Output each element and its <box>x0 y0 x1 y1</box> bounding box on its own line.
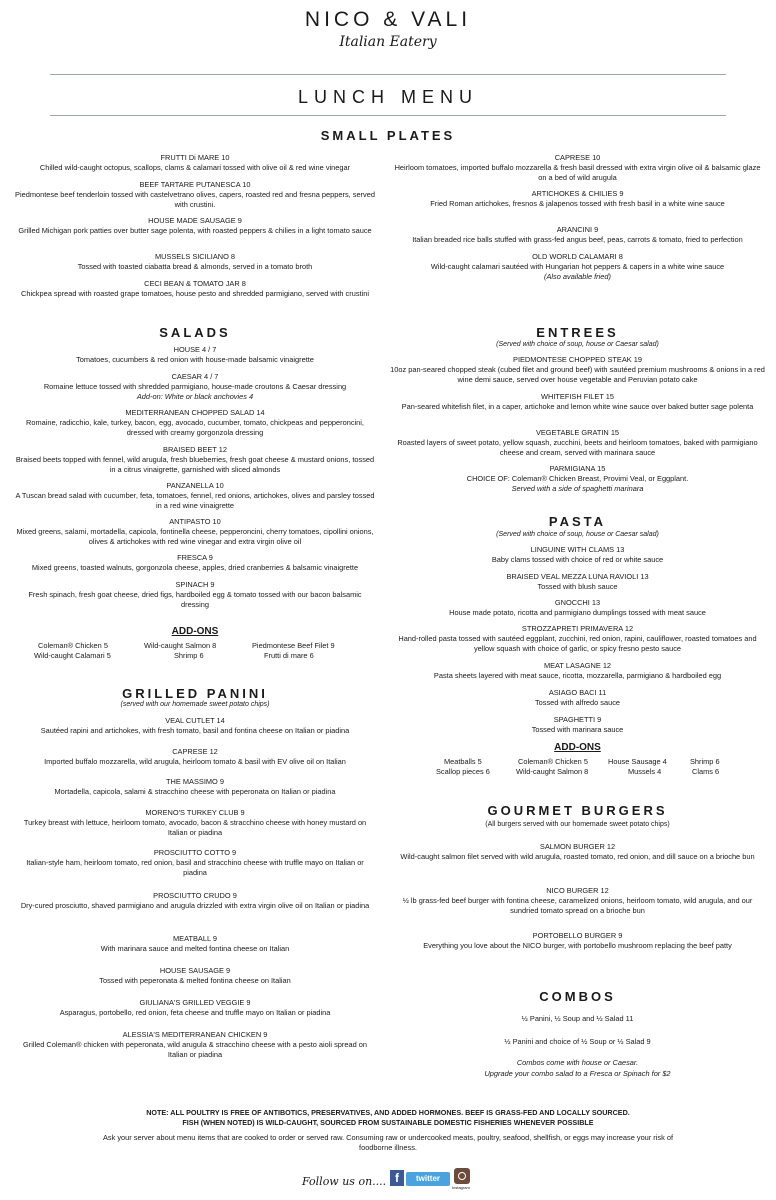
menu-item: VEAL CUTLET 14 Sautéed rapini and artichokes, with fresh tomato, basil and fontina cheese on Italian or piadina <box>40 716 350 735</box>
menu-item: PARMIGIANA 15 CHOICE OF: Coleman® Chicken Breast, Provimi Veal, or Eggplant. Served with a side of spaghetti marinara <box>466 464 689 493</box>
menu-item: GIULIANA'S GRILLED VEGGIE 9 Asparagus, portobello, red onion, feta cheese and truffle mayo on Italian or piadina <box>59 998 331 1017</box>
addon-item: Shrimp 6 <box>174 651 204 660</box>
footer-note-bold: NOTE: ALL POULTRY IS FREE OF ANTIBOTICS, PRESERVATIVES, AND ADDED HORMONES. BEEF IS GRASS-FED AND LOCALLY SOURCED. <box>146 1108 630 1117</box>
menu-item: NICO BURGER 12 ½ lb grass-fed beef burger with fontina cheese, caramelized onions, heirloom tomato, wild arugula, and our sundried tomato spread on a brioche bun <box>402 886 753 915</box>
menu-item: SPINACH 9 Fresh spinach, fresh goat cheese, dried figs, hardboiled egg & tomato tossed with our bacon balsamic dressing <box>28 580 362 609</box>
panini-note: (served with our homemade sweet potato chips) <box>120 701 270 708</box>
pasta-heading: PASTA <box>548 514 607 529</box>
salad-addons-heading: ADD-ONS <box>171 626 219 637</box>
menu-item: HOUSE 4 / 7 Tomatoes, cucumbers & red onion with house-made balsamic vinaigrette <box>76 345 314 364</box>
menu-item: MEAT LASAGNE 12 Pasta sheets layered with meat sauce, ricotta, mozzarella, parmigiano & hardboiled egg <box>433 661 722 680</box>
menu-item: VEGETABLE GRATIN 15 Roasted layers of sweet potato, yellow squash, zucchini, beets and heirloom tomatoes, baked with parmigiano cheese and cream, served with marinara sauce <box>397 428 758 457</box>
brand-name: NICO & VALI <box>304 8 472 31</box>
menu-item: CAPRESE 12 Imported buffalo mozzarella, wild arugula, heirloom tomato & basil with EV olive oil on Italian <box>44 747 346 766</box>
menu-item: CECI BEAN & TOMATO JAR 8 Chickpea spread with roasted grape tomatoes, house pesto and shredded parmigiano, served with crustini <box>21 279 369 298</box>
menu-item: PROSCIUTTO CRUDO 9 Dry-cured prosciutto, shaved parmigiano and arugula drizzled with extra virgin olive oil on Italian or piadina <box>20 891 370 910</box>
menu-item: HOUSE SAUSAGE 9 Tossed with peperonata & melted fontina cheese on Italian <box>99 966 291 985</box>
salads-heading: SALADS <box>159 325 231 340</box>
menu-item: ASIAGO BACI 11 Tossed with alfredo sauce <box>534 688 621 707</box>
menu-item: ARTICHOKES & CHILIES 9 Fried Roman artichokes, fresnos & jalapenos tossed with fresh basil in a white wine sauce <box>430 189 725 208</box>
menu-item: BEEF TARTARE PUTANESCA 10 Piedmontese beef tenderloin tossed with castelvetrano olives, capers, roasted red and fresna peppers, served with crustini. <box>15 180 375 209</box>
addon-item: Coleman® Chicken 5 <box>518 757 588 766</box>
menu-item: PIEDMONTESE CHOPPED STEAK 19 10oz pan-seared chopped steak (cubed filet and ground beef) with sautéed premium mushrooms & onions in a red wine demi sauce, served over house vegetable and Peruvian potato cake <box>390 355 765 384</box>
facebook-icon[interactable]: f <box>390 1170 404 1186</box>
menu-item: ALESSIA'S MEDITERRANEAN CHICKEN 9 Grilled Coleman® chicken with peperonata, wild arugula & stracchino cheese with a pesto aioli spread on Italian or piadina <box>23 1030 367 1059</box>
menu-item: CAESAR 4 / 7 Romaine lettuce tossed with shredded parmigiano, house-made croutons & Caesar dressing Add-on: White or black anchovies 4 <box>43 372 347 401</box>
addon-item: Clams 6 <box>692 767 720 776</box>
header-rule <box>50 74 726 75</box>
combo-note: Combos come with house or Caesar. <box>516 1058 639 1067</box>
entrees-heading: ENTREES <box>536 325 619 340</box>
combos-heading: COMBOS <box>539 989 616 1004</box>
burgers-note: (All burgers served with our homemade sweet potato chips) <box>485 821 670 828</box>
menu-item: CAPRESE 10 Heirloom tomatoes, imported buffalo mozzarella & fresh basil dressed with extra virgin olive oil & balsamic glaze on a bed of wild arugula <box>394 153 761 182</box>
menu-title: LUNCH MENU <box>297 87 478 107</box>
addon-item: Shrimp 6 <box>690 757 720 766</box>
entrees-note: (Served with choice of soup, house or Caesar salad) <box>496 341 659 348</box>
footer-disclaimer: Ask your server about menu items that are cooked to order or served raw. Consuming raw or undercooked meats, poultry, seafood, shellfish, or eggs may increase your risk of foodborne illness. <box>102 1133 674 1152</box>
menu-item: OLD WORLD CALAMARI 8 Wild-caught calamari sautéed with Hungarian hot peppers & capers in a white wine sauce (Also available fried) <box>430 252 725 281</box>
menu-item: THE MASSIMO 9 Mortadella, capicola, salami & stracchino cheese with peperonata on Italian or piadina <box>54 777 336 796</box>
menu-item: GNOCCHI 13 House made potato, ricotta and parmigiano dumplings tossed with meat sauce <box>449 598 706 617</box>
combo-line: ½ Panini, ½ Soup and ½ Salad 11 <box>521 1014 634 1023</box>
instagram-label: Instagram <box>452 1185 470 1190</box>
menu-item: BRAISED VEAL MEZZA LUNA RAVIOLI 13 Tossed with blush sauce <box>506 572 649 591</box>
instagram-icon[interactable] <box>454 1168 470 1184</box>
addon-item: Scallop pieces 6 <box>436 767 490 776</box>
pasta-addons-heading: ADD-ONS <box>554 742 601 753</box>
addon-item: Frutti di mare 6 <box>264 651 314 660</box>
addon-item: Meatballs 5 <box>444 757 482 766</box>
menu-item: WHITEFISH FILET 15 Pan-seared whitefish filet, in a caper, artichoke and lemon white wine sauce over baked butter sage polenta <box>401 392 754 411</box>
twitter-icon[interactable]: twitter <box>406 1172 450 1186</box>
addon-item: Wild-caught Salmon 8 <box>516 767 589 776</box>
menu-item: ARANCINI 9 Italian breaded rice balls stuffed with grass-fed angus beef, peas, carrots & tomato, fried to perfection <box>412 225 743 244</box>
addon-item: House Sausage 4 <box>608 757 667 766</box>
footer-note-bold: FISH (WHEN NOTED) IS WILD-CAUGHT, SOURCED FROM SUSTAINABLE DOMESTIC FISHERIES WHENEVER POSSIBLE <box>182 1118 594 1127</box>
menu-item: STROZZAPRETI PRIMAVERA 12 Hand-rolled pasta tossed with sautéed eggplant, zucchini, red onion, rapini, cauliflower, roasted tomatoes and yellow squash with choice of garlic, or spicy fresno pesto sauce <box>398 624 757 653</box>
title-rule <box>50 115 726 116</box>
combo-note: Upgrade your combo salad to a Fresca or Spinach for $2 <box>484 1069 671 1078</box>
menu-item: HOUSE MADE SAUSAGE 9 Grilled Michigan pork patties over butter sage polenta, with roasted peppers & chilies in a light tomato sauce <box>18 216 372 235</box>
brand-subtitle: Italian Eatery <box>339 34 437 50</box>
small-plates-heading: SMALL PLATES <box>320 128 456 143</box>
pasta-note: (Served with choice of soup, house or Caesar salad) <box>496 531 659 538</box>
menu-item: FRUTTI Di MARE 10 Chilled wild-caught octopus, scallops, clams & calamari tossed with olive oil & red wine vinegar <box>39 153 351 172</box>
menu-item: PANZANELLA 10 A Tuscan bread salad with cucumber, feta, tomatoes, fennel, red onions, artichokes, olives and parsley tossed in a red wine vinaigrette <box>15 481 375 510</box>
menu-item: LINGUINE WITH CLAMS 13 Baby clams tossed with choice of red or white sauce <box>491 545 664 564</box>
addon-item: Coleman® Chicken 5 <box>38 641 108 650</box>
menu-item: PROSCIUTTO COTTO 9 Italian-style ham, heirloom tomato, red onion, basil and stracchino cheese with truffle mayo on Italian or piadina <box>26 848 364 877</box>
menu-item: ANTIPASTO 10 Mixed greens, salami, mortadella, capicola, fontinella cheese, pepperoncini, cherry tomatoes, cipollini onions, olives & artichokes with red wine vinegar and extra virgin olive oil <box>16 517 374 546</box>
follow-us-text: Follow us on.... <box>302 1175 387 1188</box>
menu-item: BRAISED BEET 12 Braised beets topped with fennel, wild arugula, fresh blueberries, fresh goat cheese & mustard onions, tossed in a citrus vinaigrette, garnished with sliced almonds <box>15 445 375 474</box>
menu-item: MEATBALL 9 With marinara sauce and melted fontina cheese on Italian <box>100 934 290 953</box>
menu-item: MORENO'S TURKEY CLUB 9 Turkey breast with lettuce, heirloom tomato, avocado, bacon & stracchino cheese with honey mustard on Italian or piadina <box>23 808 367 837</box>
addon-item: Piedmontese Beef Filet 9 <box>252 641 335 650</box>
combo-line: ½ Panini and choice of ½ Soup or ½ Salad 9 <box>504 1037 651 1046</box>
panini-heading: GRILLED PANINI <box>122 686 268 701</box>
addon-item: Mussels 4 <box>628 767 662 776</box>
burgers-heading: GOURMET BURGERS <box>487 803 668 818</box>
menu-item: MEDITERRANEAN CHOPPED SALAD 14 Romaine, radicchio, kale, turkey, bacon, egg, avocado, cucumber, tomato, chickpeas and pepperoncini, dressed with creamy gorgonzola dressing <box>26 408 364 437</box>
menu-item: FRESCA 9 Mixed greens, toasted walnuts, gorgonzola cheese, apples, dried cranberries & balsamic vinaigrette <box>31 553 359 572</box>
menu-item: PORTOBELLO BURGER 9 Everything you love about the NICO burger, with portobello mushroom replacing the beef patty <box>423 931 732 950</box>
menu-item: MUSSELS SICILIANO 8 Tossed with toasted ciabatta bread & almonds, served in a tomato broth <box>77 252 313 271</box>
addon-item: Wild-caught Calamari 5 <box>34 651 111 660</box>
addon-item: Wild-caught Salmon 8 <box>144 641 217 650</box>
menu-item: SALMON BURGER 12 Wild-caught salmon filet served with wild arugula, roasted tomato, red onion, and dill sauce on a brioche bun <box>400 842 755 861</box>
menu-item: SPAGHETTI 9 Tossed with marinara sauce <box>531 715 624 734</box>
